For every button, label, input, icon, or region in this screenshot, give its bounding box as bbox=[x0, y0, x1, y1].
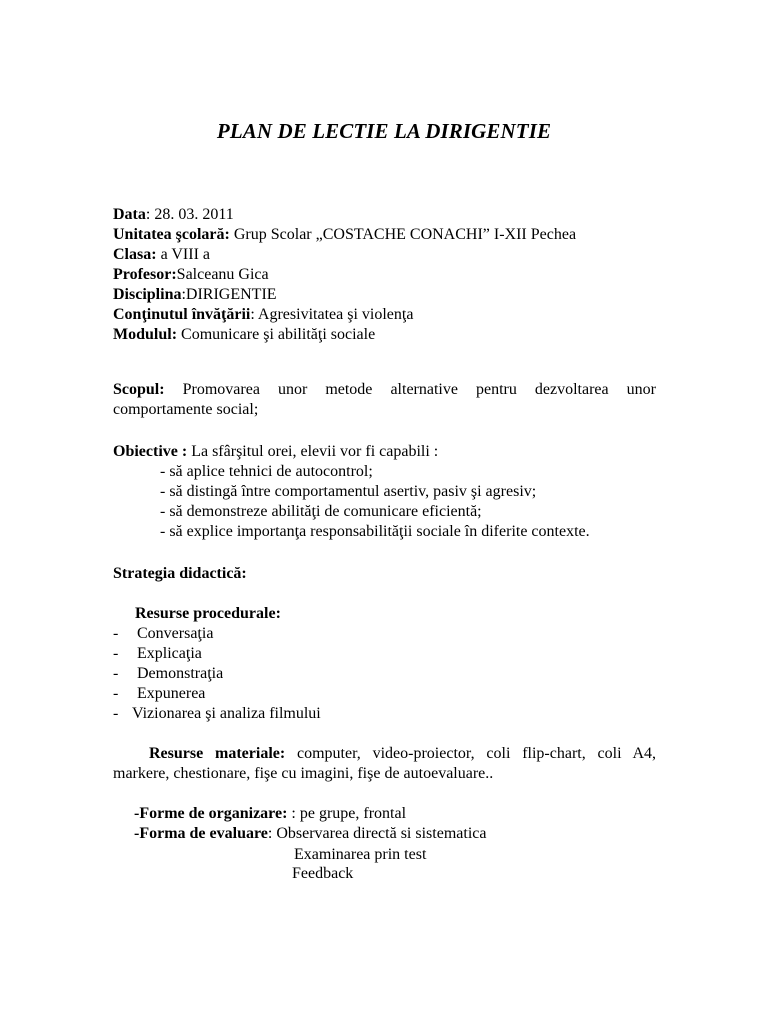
strategia-heading: Strategia didactică: bbox=[113, 565, 247, 582]
obiective-item: - să demonstreze abilităţi de comunicare eficientă; bbox=[160, 503, 482, 520]
forma-evaluare-line bbox=[134, 824, 486, 844]
forma-evaluare-extra: Feedback bbox=[292, 865, 354, 882]
clasa-line bbox=[113, 245, 210, 265]
disciplina-line bbox=[113, 285, 277, 305]
forme-organizare-value: : pe grupe, frontal bbox=[287, 805, 407, 822]
profesor-line bbox=[113, 265, 269, 285]
document-title: PLAN DE LECTIE LA DIRIGENTIE bbox=[216, 119, 552, 143]
unitatea-label: Unitatea şcolară: bbox=[113, 226, 230, 243]
dash-marker: - bbox=[113, 665, 119, 682]
scopul-paragraph bbox=[113, 380, 656, 420]
forme-organizare-line bbox=[134, 804, 406, 824]
obiective-intro: La sfârşitul orei, elevii vor fi capabili : bbox=[187, 443, 439, 460]
obiective-item: - să explice importanţa responsabilităţii sociale în diferite contexte. bbox=[160, 523, 590, 540]
procedurale-item bbox=[113, 684, 205, 704]
data-label: Data bbox=[113, 206, 146, 223]
modulul-value: Comunicare şi abilităţi sociale bbox=[177, 326, 376, 343]
resurse-procedurale-heading: Resurse procedurale: bbox=[135, 605, 281, 622]
obiective-line bbox=[113, 442, 438, 462]
forma-evaluare-value: : Observarea directă si sistematica bbox=[267, 825, 487, 842]
modulul-label: Modulul: bbox=[113, 326, 178, 343]
dash-marker: - bbox=[113, 645, 119, 662]
resurse-materiale-paragraph bbox=[113, 744, 656, 784]
forma-evaluare-label: -Forma de evaluare bbox=[134, 825, 268, 842]
obiective-item: - să distingă între comportamentul asertiv, pasiv şi agresiv; bbox=[160, 483, 537, 500]
resurse-materiale-label: Resurse materiale: bbox=[149, 745, 286, 762]
procedurale-item bbox=[113, 644, 202, 664]
scopul-label: Scopul: bbox=[113, 381, 165, 398]
dash-marker: - bbox=[113, 685, 119, 702]
resurse-materiale-text: computer, video-proiector, coli flip-chart, coli A4, markere, chestionare, fişe cu imagini, fişe de autoevaluare.. bbox=[113, 745, 656, 782]
procedurale-item-text: Conversaţia bbox=[137, 625, 214, 642]
procedurale-item-text: Vizionarea şi analiza filmului bbox=[132, 705, 321, 722]
profesor-value: Salceanu Gica bbox=[176, 266, 269, 283]
unitatea-value: Grup Scolar „COSTACHE CONACHI” I-XII Pechea bbox=[229, 226, 577, 243]
dash-marker: - bbox=[113, 625, 119, 642]
forma-evaluare-extra: Examinarea prin test bbox=[294, 846, 427, 863]
disciplina-label: Disciplina bbox=[113, 286, 182, 303]
forme-organizare-label: -Forme de organizare: bbox=[134, 805, 288, 822]
disciplina-value: :DIRIGENTIE bbox=[181, 286, 277, 303]
procedurale-item bbox=[113, 624, 213, 644]
procedurale-item-text: Expunerea bbox=[137, 685, 206, 702]
clasa-label: Clasa: bbox=[113, 246, 157, 263]
procedurale-item-text: Explicaţia bbox=[137, 645, 202, 662]
obiective-label: Obiective : bbox=[113, 443, 188, 460]
obiective-item: - să aplice tehnici de autocontrol; bbox=[160, 463, 373, 480]
data-line bbox=[113, 205, 234, 225]
data-value: : 28. 03. 2011 bbox=[145, 206, 234, 223]
modulul-line bbox=[113, 325, 375, 345]
continutul-value: : Agresivitatea şi violenţa bbox=[250, 306, 414, 323]
scopul-text: Promovarea unor metode alternative pentru dezvoltarea unor comportamente social; bbox=[113, 381, 656, 418]
continutul-label: Conţinutul învăţării bbox=[113, 306, 251, 323]
profesor-label: Profesor: bbox=[113, 266, 177, 283]
procedurale-item bbox=[113, 704, 321, 724]
dash-marker: - bbox=[113, 705, 119, 722]
procedurale-item-text: Demonstraţia bbox=[137, 665, 224, 682]
procedurale-item bbox=[113, 664, 223, 684]
unitatea-line bbox=[113, 225, 576, 245]
clasa-value: a VIII a bbox=[156, 246, 211, 263]
continutul-line bbox=[113, 305, 413, 325]
